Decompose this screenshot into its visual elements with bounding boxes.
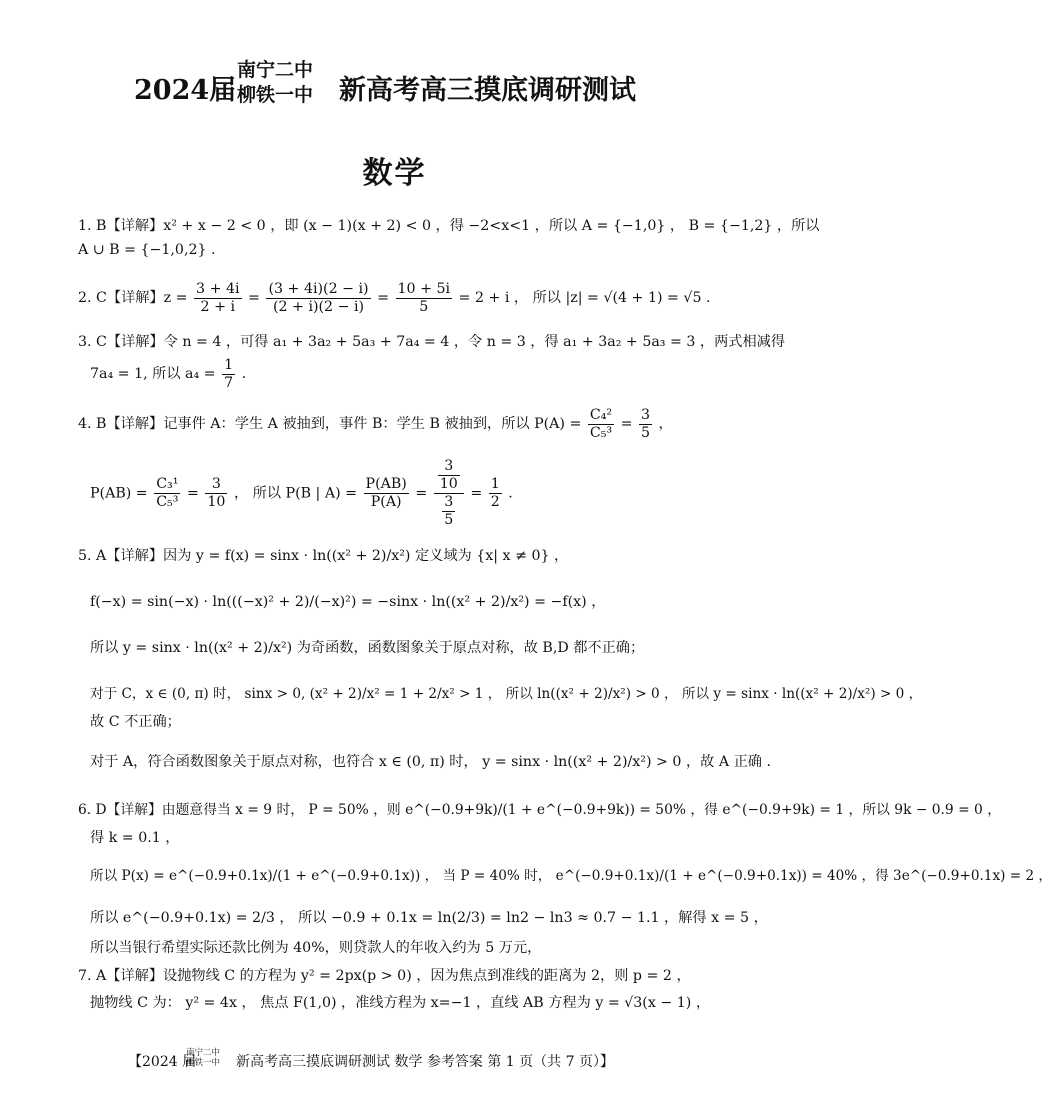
footer-left: 【2024 届: [128, 1054, 197, 1070]
page-footer: [128, 1048, 688, 1072]
q4-line-2-text: P(AB) =: [90, 485, 148, 502]
q2-suffix: = 2 + i ， 所以 |z| = √(4 + 1) = √5 .: [458, 290, 711, 306]
q2-fraction-3: $\frac{10 + 5i}{5}$: [397, 280, 451, 315]
q6-line-4: 所以 e^(−0.9+0.1x) = 2/3 ， 所以 −0.9 + 0.1x = ln(2/3) = ln2 − ln3 ≈ 0.7 − 1.1 ，解得 x = 5 ，: [90, 910, 768, 926]
q4-fraction-1-value: $\frac{3}{5}$: [641, 406, 651, 441]
q5-line-3: 所以 y = sinx · ln((x² + 2)/x²) 为奇函数，函数图象关于原点对称，故 B,D 都不正确；: [90, 640, 645, 656]
exam-title: 新高考高三摸底调研测试: [339, 75, 636, 106]
q3-fraction: $\frac{1}{7}$: [224, 356, 234, 391]
q4-fraction-1: $\frac{\text{C₄²}}{\text{C₅³}}$: [589, 406, 613, 441]
q7-line-1: 7. A【详解】设抛物线 C 的方程为 y² = 2px(p > 0) ，因为焦点到准线的距离为 2，则 p = 2 ，: [78, 968, 691, 984]
q2-fraction-2: $\frac{(3 + 4i)(2 - i)}{(2 + i)(2 - i)}$: [268, 280, 369, 315]
footer-school-2: 柳铁一中: [186, 1058, 221, 1068]
q4-line-2: P(AB) = $\frac{\text{C₃¹}}{\text{C₅³}}$ = $\frac{3}{10}$ ， 所以 P(B | A) = $\frac{P(AB)}{P(A)}$ = $\frac{\frac{3}{10}}{\frac{3}{5}}$ = $\frac{1}{2}$ .: [90, 458, 513, 528]
q2-prefix: 2. C【详解】z =: [78, 290, 188, 306]
q2-fraction-1: $\frac{3 + 4i}{2 + i}$: [196, 280, 240, 315]
q5-line-5: 故 C 不正确；: [90, 714, 181, 730]
q1-line-1: 1. B【详解】x² + x − 2 < 0 ，即 (x − 1)(x + 2) < 0 ，得 −2<x<1 ，所以 A = {−1,0} ， B = {−1,2} ，所以: [78, 218, 820, 234]
q5-line-4: 对于 C，x ∈ (0, π) 时， sinx > 0, (x² + 2)/x² = 1 + 2/x² > 1 ， 所以 ln((x² + 2)/x²) > 0 ， 所以 y = sinx · ln((x² + 2)/x²) > 0 ，: [90, 686, 923, 702]
q2-line: 2. C【详解】z = $\frac{3 + 4i}{2 + i}$ = $\frac{(3 + 4i)(2 - i)}{(2 + i)(2 - i)}$ = $\frac{10 + 5i}{5}$ = 2 + i ， 所以 |z| = √(4 + 1) = √5 .: [78, 280, 711, 315]
q1-line-2: A ∪ B = {−1,0,2} .: [78, 242, 216, 258]
school-name-2: 柳铁一中: [237, 84, 314, 106]
q4-line-1-text: 4. B【详解】记事件 A：学生 A 被抽到，事件 B：学生 B 被抽到，所以 P(A) =: [78, 416, 582, 432]
q4-line-1: 4. B【详解】记事件 A：学生 A 被抽到，事件 B：学生 B 被抽到，所以 P(A) = $\frac{\text{C₄²}}{\text{C₅³}}$ = $\frac{3}{5}$ ，: [78, 406, 673, 441]
exam-year: 2024届: [134, 75, 237, 106]
q4-fraction-4: $\frac{1}{2}$: [490, 476, 500, 510]
q3-line-1: 3. C【详解】令 n = 4 ，可得 a₁ + 3a₂ + 5a₃ + 7a₄ = 4 ，令 n = 3 ，得 a₁ + 3a₂ + 5a₃ = 3 ，两式相减得: [78, 334, 786, 350]
exam-header: [0, 58, 789, 114]
footer-school-1: 南宁二中: [186, 1048, 221, 1058]
q4-line-2-mid: ， 所以 P(B | A) =: [233, 485, 358, 502]
q3-line-2-text: 7a₄ = 1, 所以 a₄ =: [90, 366, 216, 382]
footer-schools: [186, 1048, 220, 1068]
school-name-1: 南宁二中: [237, 59, 314, 81]
q6-line-5: 所以当银行希望实际还款比例为 40%，则贷款人的年收入约为 5 万元，: [90, 940, 542, 956]
q6-line-2: 得 k = 0.1 ，: [90, 830, 180, 846]
q3-line-2: [90, 356, 246, 392]
school-names: [237, 58, 313, 108]
q4-fraction-2-value: $\frac{3}{10}$: [207, 476, 226, 510]
q7-line-2: 抛物线 C 为： y² = 4x ， 焦点 F(1,0) ，准线方程为 x=−1 ，直线 AB 方程为 y = √3(x − 1) ，: [90, 995, 711, 1011]
q6-line-3: 所以 P(x) = e^(−0.9+0.1x)/(1 + e^(−0.9+0.1x)) ， 当 P = 40% 时， e^(−0.9+0.1x)/(1 + e^(−0.9+0.1x)) = 40% ，得 3e^(−0.9+0.1x) = 2 ，: [90, 868, 1052, 884]
q5-line-1: 5. A【详解】因为 y = f(x) = sinx · ln((x² + 2)/x²) 定义域为 {x| x ≠ 0} ，: [78, 548, 569, 564]
q3-line-2-end: .: [241, 366, 247, 382]
q4-nested-fraction: $\frac{\frac{3}{10}}{\frac{3}{5}}$: [434, 458, 464, 529]
q6-line-1: 6. D【详解】由题意得当 x = 9 时， P = 50% ，则 e^(−0.9+9k)/(1 + e^(−0.9+9k)) = 50% ，得 e^(−0.9+9k) = 1 ，所以 9k − 0.9 = 0 ，: [78, 802, 1002, 818]
q5-line-2: f(−x) = sin(−x) · ln(((−x)² + 2)/(−x)²) = −sinx · ln((x² + 2)/x²) = −f(x) ，: [90, 594, 606, 610]
q5-line-6: 对于 A，符合函数图象关于原点对称，也符合 x ∈ (0, π) 时， y = sinx · ln((x² + 2)/x²) > 0 ，故 A 正确 .: [90, 754, 771, 770]
footer-right: 新高考高三摸底调研测试 数学 参考答案 第 1 页（共 7 页）】: [236, 1054, 614, 1070]
q4-fraction-3: $\frac{P(AB)}{P(A)}$: [365, 476, 407, 510]
subject-title: 数学: [362, 156, 427, 191]
q4-fraction-2: $\frac{\text{C₃¹}}{\text{C₅³}}$: [156, 476, 179, 510]
